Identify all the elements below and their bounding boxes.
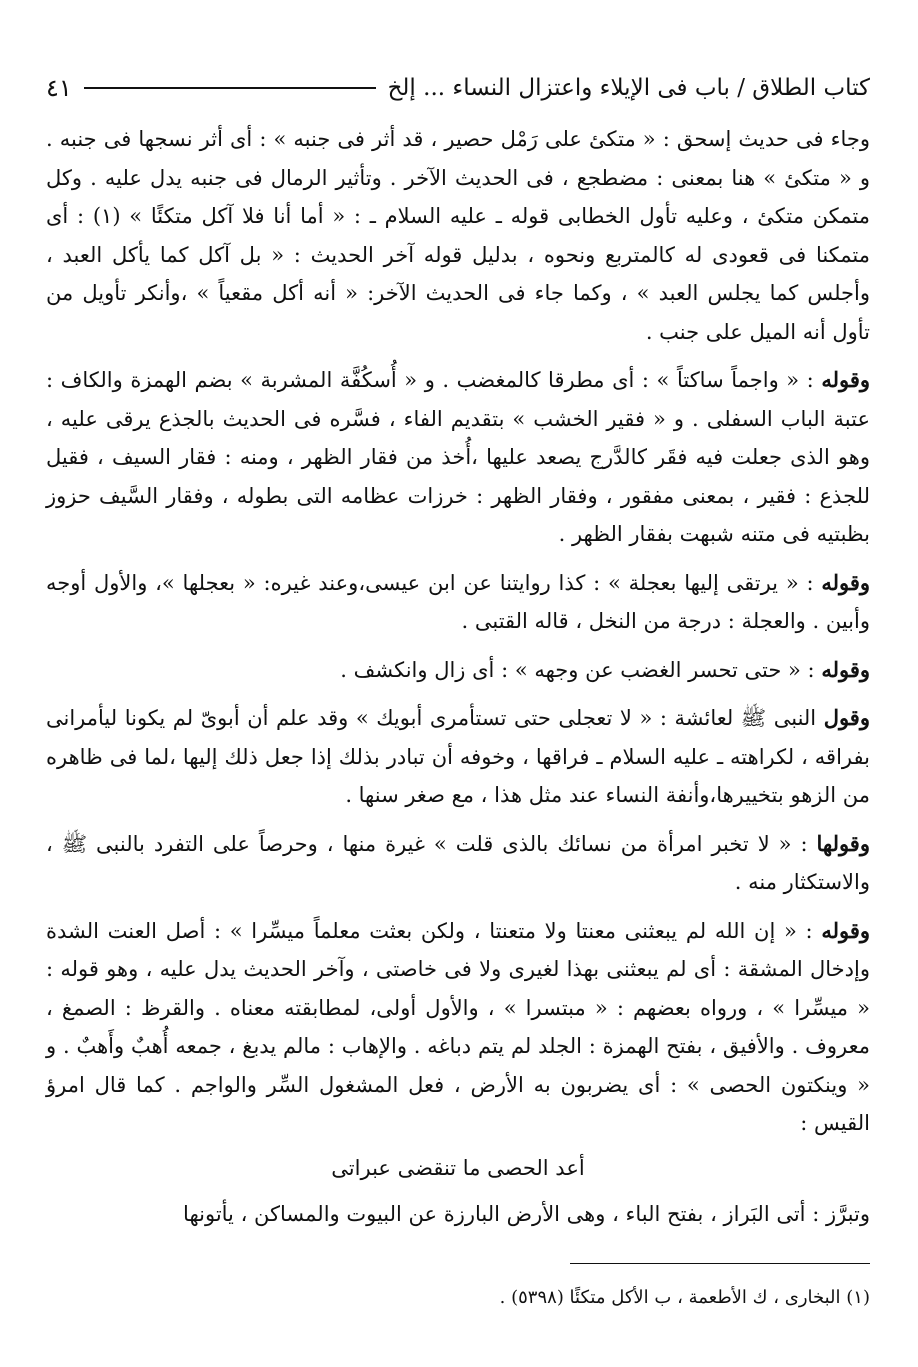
paragraph [46, 651, 870, 690]
paragraph [46, 361, 870, 554]
paragraph: وتبرَّز : أتى البَراز ، بفتح الباء ، وهى الأرض البارزة عن البيوت والمساكن ، يأتونها [183, 1202, 870, 1226]
paragraph-text: : « واجماً ساكتاً » : أى مطرقا كالمغضب . و « أُسكُفَّة المشربة » بضم الهمزة والكاف : عتبة الباب السفلى . و « فقير الخشب » بتقديم الفاء ، فسَّره فى الحديث بالجذع يرقى عليه ، وهو الذى جعلت فيه فقَر كالدَّرج يصعد عليها ،أُخذ من فقار الظهر ، ومنه : فقار السيف ، فقيل للجذع : فقير ، بمعنى مفقور ، وفقار الظهر : خرزات عظامه التى بطوله ، وفقار السَّيف حزوز بظبتيه فى متنه شبهت بفقار الظهر . [46, 368, 870, 546]
paragraph-lead: وقوله [821, 367, 870, 392]
main-text [46, 120, 870, 1234]
paragraph-lead: وقول [823, 705, 870, 730]
paragraph [46, 699, 870, 815]
page-number: ٤١ [46, 74, 72, 102]
header-rule [84, 87, 376, 89]
running-header [46, 70, 870, 106]
poetry-verse: أعد الحصى ما تنقضى عبراتى [331, 1155, 585, 1180]
paragraph [46, 564, 870, 641]
paragraph-lead: وقوله [821, 917, 870, 943]
paragraph-text: وجاء فى حديث إسحق : « متكئ على رَمْل حصير ، قد أثر فى جنبه » : أى أثر نسجها فى جنبه . و « متكئ » هنا بمعنى : مضطجع ، فى الحديث الآخر . وتأثير الرمال فى جنبه يدل عليه . وكل متمكن متكئ ، وعليه تأول الخطابى قوله ـ عليه السلام ـ : « أما أنا فلا آكل متكئًا » (١) : أى متمكنا فى قعودى له كالمتربع ونحوه ، بدليل قوله آخر الحديث : « بل آكل كما يأكل العبد ، وأجلس كما يجلس العبد » ، وكما جاء فى الحديث الآخر: « أنه أكل مقعياً » ،وأنكر تأويل من تأول أنه الميل على جنب . [46, 127, 870, 344]
paragraph-text: : « حتى تحسر الغضب عن وجهه » : أى زال وانكشف . [340, 657, 822, 682]
header-title: كتاب الطلاق / باب فى الإيلاء واعتزال النساء ... إلخ [387, 75, 870, 101]
paragraph-lead: وقوله [821, 569, 870, 595]
paragraph-text: : « لا تخبر امرأة من نسائك بالذى قلت » غيرة منها ، وحرصاً على التفرد بالنبى ﷺ ، والاستكثار منه . [46, 831, 870, 894]
footnote: (١) البخارى ، ك الأطعمة ، ب الأكل متكئًا (٥٣٩٨) . [499, 1287, 870, 1308]
paragraph-lead: وقولها [816, 830, 870, 856]
paragraph [46, 825, 870, 902]
paragraph-text: النبى ﷺ لعائشة : « لا تعجلى حتى تستأمرى أبويك » وقد علم أن أبوىّ لم يكونا ليأمرانى بفراقه ، لكراهته ـ عليه السلام ـ فراقها ، وخوفه أن تبادر بذلك إذا جعل ذلك إليها ،لما فى ظاهره من الزهو بتخييرها،وأنفة النساء عند مثل هذا ، مع صغر سنها . [46, 706, 870, 807]
paragraph [46, 912, 870, 1143]
paragraph-text: : « يرتقى إليها بعجلة » : كذا روايتنا عن ابن عيسى،وعند غيره: « بعجلها »، والأول أوجه وأبين . والعجلة : درجة من النخل ، قاله القتبى . [46, 570, 870, 633]
paragraph-lead: وقوله [821, 656, 870, 682]
paragraph-text: : « إن الله لم يبعثنى معنتا ولا متعنتا ، ولكن بعثت معلماً ميسِّرا » : أصل العنت الشدة وإدخال المشقة : أى لم يبعثنى بهذا لغيرى ولا فى خاصتى ، وآخر الحديث يدل عليه ، وهو قوله : « ميسِّرا » ، ورواه بعضهم : « مبتسرا » ، والأول أولى، لمطابقته معناه . والقرظ : الصمغ ، معروف . والأفيق ، بفتح الهمزة : الجلد لم يتم دباغه . والإهاب : مالم يدبغ ، جمعه أُهبٌ وأَهبٌ . و « وينكتون الحصى » : أى يضربون به الأرض ، فعل المشغول السِّر والواجم . كما قال امرؤ القيس : [46, 918, 870, 1135]
paragraph [46, 120, 870, 351]
footnote-rule [570, 1263, 870, 1264]
